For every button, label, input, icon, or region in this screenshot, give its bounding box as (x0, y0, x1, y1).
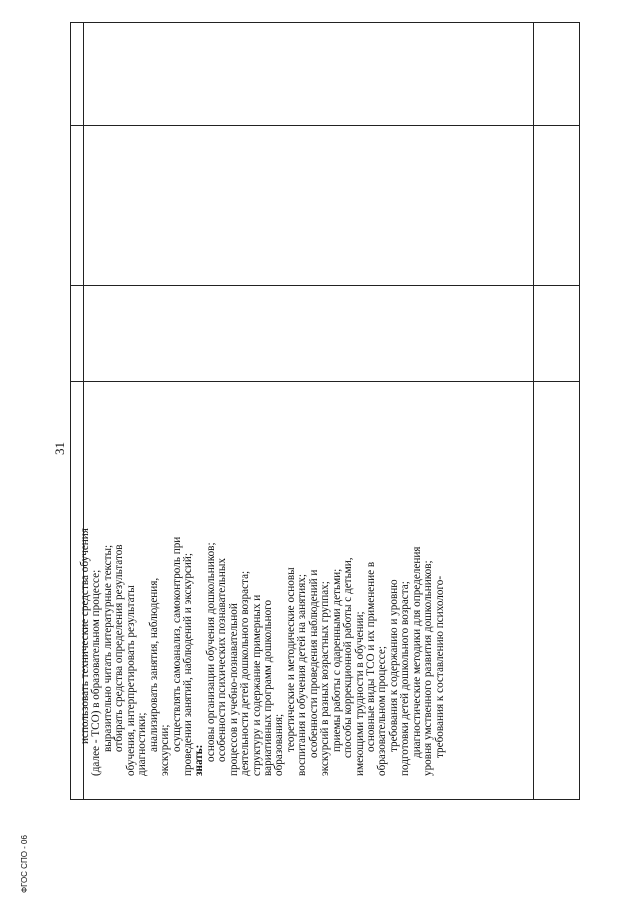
cell-line: особенности психических познавательных (216, 558, 229, 762)
cell-line: воспитания и обучения детей на занятиях; (296, 574, 309, 776)
cell-line: теоретические и методические основы (284, 567, 297, 752)
cell-content (80, 376, 446, 776)
cell-line: требования к содержанию и уровню (387, 579, 400, 752)
cell-line: процессов и учебно-познавательной (227, 603, 240, 776)
cell-line: экскурсий в разных возрастных группах; (319, 581, 332, 776)
cell-line: структуру и содержание примерных и (250, 594, 263, 776)
cell-line: деятельности детей дошкольного возраста; (239, 570, 252, 776)
cell-line: знать: (193, 744, 206, 776)
cell-line: подготовки детей дошкольного возраста; (399, 581, 412, 776)
cell-line: (далее - ТСО) в образовательном процессе; (90, 569, 103, 776)
cell-line: отбирать средства определения результатов (113, 544, 126, 752)
cell-line: экскурсии; (159, 724, 172, 776)
table-divider (71, 125, 579, 126)
cell-line: основные виды ТСО и их применение в (364, 561, 377, 752)
cell-line: диагностики; (136, 712, 149, 776)
cell-line: образовательном процессе; (376, 646, 389, 776)
cell-line: основы организации обучения дошкольников; (204, 542, 217, 762)
cell-line: требования к составлению психолого- (433, 575, 446, 758)
cell-line: особенности проведения наблюдений и (307, 569, 320, 758)
cell-line: осуществлять самоанализ, самоконтроль при (170, 536, 183, 752)
cell-line: вариативных программ дошкольного (262, 599, 274, 776)
cell-line: выразительно читать литературные тексты; (101, 544, 114, 752)
cell-line: имеющими трудности в обучении; (353, 611, 366, 776)
cell-line: использовать технические средства обучения (79, 528, 91, 744)
cell-line: анализировать занятия, наблюдения, (147, 577, 160, 752)
table-divider (533, 23, 534, 799)
cell-line: уровня умственного развития дошкольников; (422, 560, 435, 776)
table-divider (71, 285, 579, 286)
cell-line: проведении занятий, наблюдений и экскурсий; (181, 553, 194, 776)
cell-line: образования; (273, 713, 286, 776)
page-footer: ФГОС СПО - 06 (20, 835, 29, 893)
page-number: 31 (52, 442, 67, 455)
cell-line: диагностические методики для определения (410, 546, 423, 758)
cell-line: приемы работы с одаренными детьми; (330, 568, 343, 752)
cell-line: обучения, интерпретировать результаты (124, 585, 137, 776)
cell-line: способы коррекционной работы с детьми, (342, 557, 355, 758)
